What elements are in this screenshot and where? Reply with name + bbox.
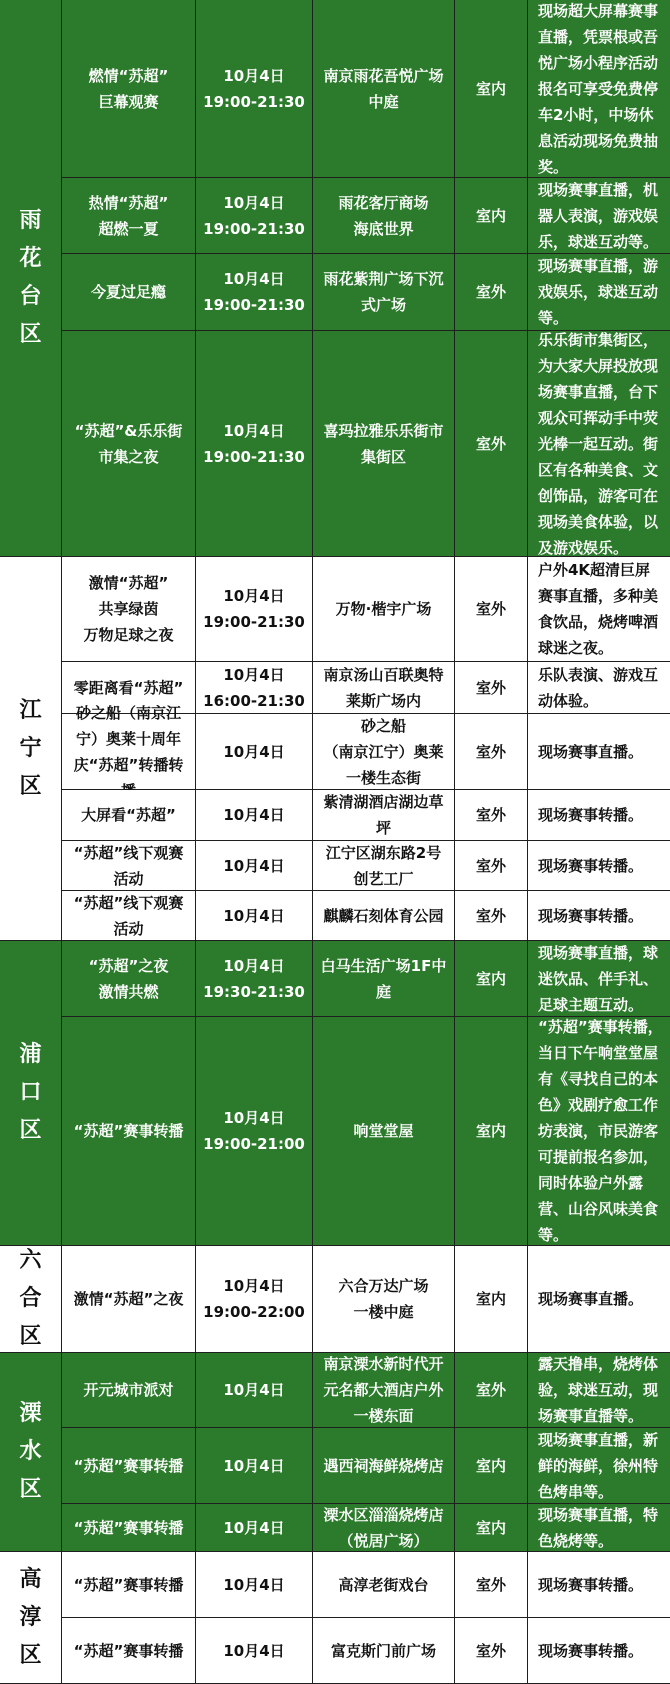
indoor-outdoor-cell: 室内 — [454, 178, 527, 253]
district-name: 浦口区 — [19, 1042, 42, 1143]
event-name-cell: “苏超”&乐乐街市集之夜 — [74, 421, 183, 466]
indoor-outdoor-cell: 室内 — [454, 1246, 527, 1352]
event-venue-cell: 南京雨花吾悦广场 中庭 — [312, 0, 454, 177]
event-date-cell: 10月4日 19:00-21:30 — [195, 178, 312, 253]
event-name-cell: 大屏看“苏超” — [81, 806, 176, 824]
table-row — [62, 1246, 670, 1353]
table-row — [62, 841, 670, 891]
event-venue-cell: 南京溧水新时代开元名都大酒店户外一楼东面 — [312, 1353, 454, 1427]
table-row — [62, 790, 670, 841]
indoor-outdoor-cell: 室外 — [454, 557, 527, 661]
event-name-cell: “苏超”赛事转播 — [73, 1575, 184, 1594]
indoor-outdoor-cell: 室外 — [454, 1552, 527, 1617]
event-date-cell: 10月4日 — [195, 841, 312, 890]
indoor-outdoor-cell: 室外 — [454, 331, 527, 556]
district-cell — [0, 941, 62, 1246]
event-venue-cell: 白马生活广场1F中庭 — [312, 941, 454, 1016]
event-date-cell: 10月4日 19:00-21:30 — [195, 0, 312, 177]
indoor-outdoor-cell: 室外 — [454, 1353, 527, 1427]
event-description-cell: 现场赛事直播，新鲜的海鲜，徐州特色烤串等。 — [527, 1428, 670, 1503]
table-row — [62, 714, 670, 790]
indoor-outdoor-cell: 室外 — [454, 841, 527, 890]
event-name-cell: 热情“苏超” 超燃一夏 — [88, 193, 169, 238]
event-description-cell: 露天撸串，烧烤体验，球迷互动，现场赛事直播等。 — [527, 1353, 670, 1427]
event-name-cell: “苏超”之夜 激情共燃 — [88, 956, 169, 1001]
table-row — [62, 941, 670, 1017]
event-date-cell: 10月4日 — [195, 714, 312, 789]
district-name: 溧水区 — [19, 1401, 42, 1502]
event-venue-cell: 江宁区湖东路2号创艺工厂 — [312, 841, 454, 890]
event-date-cell: 10月4日 16:00-21:30 — [195, 662, 312, 713]
event-venue-cell: 雨花客厅商场 海底世界 — [312, 178, 454, 253]
event-name-cell: “苏超”赛事转播 — [73, 1122, 184, 1140]
table-row — [62, 254, 670, 331]
event-description-cell: 现场赛事直播。 — [527, 1246, 670, 1352]
event-name-cell: 今夏过足瘾 — [90, 283, 166, 301]
event-date-cell: 10月4日 19:00-21:30 — [195, 331, 312, 556]
event-description-cell: 现场赛事直播，特色烧烤等。 — [527, 1504, 670, 1551]
event-name-cell: 激情“苏超” 共享绿茵 万物足球之夜 — [83, 574, 174, 644]
event-name-cell: “苏超”赛事转播 — [73, 1641, 184, 1660]
event-name-cell: “苏超”线下观赛活动 — [73, 843, 184, 888]
district-name: 雨花台区 — [19, 208, 42, 347]
table-row — [62, 178, 670, 254]
table-row — [62, 1353, 670, 1428]
event-description-cell: 现场赛事转播。 — [527, 891, 670, 940]
event-name-cell: 零距离看“苏超” — [73, 678, 184, 697]
event-description-cell: “苏超”赛事转播，当日下午响堂堂屋有《寻找自己的本色》戏剧疗愈工作坊表演，市民游客可提前报名参加，同时体验户外露营、山谷风味美食等。 — [527, 1017, 670, 1245]
table-row — [62, 1017, 670, 1246]
indoor-outdoor-cell: 室内 — [454, 1504, 527, 1551]
event-description-cell: 现场赛事直播，球迷饮品、伴手礼、足球主题互动。 — [527, 941, 670, 1016]
event-date-cell: 10月4日 — [195, 1428, 312, 1503]
event-date-cell: 10月4日 — [195, 891, 312, 940]
event-description-cell: 户外4K超清巨屏赛事直播，多种美食饮品，烧烤啤酒球迷之夜。 — [527, 557, 670, 661]
district-cell — [0, 1552, 62, 1684]
district-cell — [0, 557, 62, 941]
table-row — [62, 891, 670, 941]
event-name-cell: “苏超”线下观赛活动 — [73, 893, 184, 938]
event-venue-cell: 砂之船 （南京江宁）奥莱一楼生态街 — [312, 714, 454, 789]
event-description-cell: 现场赛事转播。 — [527, 1552, 670, 1617]
event-date-cell: 10月4日 19:00-21:30 — [195, 254, 312, 330]
indoor-outdoor-cell: 室内 — [454, 0, 527, 177]
indoor-outdoor-cell: 室外 — [454, 790, 527, 840]
indoor-outdoor-cell: 室外 — [454, 714, 527, 789]
event-description-cell: 现场赛事转播。 — [527, 1618, 670, 1683]
indoor-outdoor-cell: 室外 — [454, 254, 527, 330]
event-name-cell: 燃情“苏超” 巨幕观赛 — [88, 66, 169, 111]
table-row — [62, 1504, 670, 1552]
event-name-cell: 开元城市派对 — [83, 1381, 174, 1399]
event-date-cell: 10月4日 19:00-21:30 — [195, 557, 312, 661]
event-venue-cell: 六合万达广场 一楼中庭 — [312, 1246, 454, 1352]
table-row — [62, 0, 670, 178]
indoor-outdoor-cell: 室内 — [454, 941, 527, 1016]
district-name: 江宁区 — [19, 697, 42, 799]
indoor-outdoor-cell: 室外 — [454, 1618, 527, 1683]
event-date-cell: 10月4日 — [195, 1552, 312, 1617]
event-description-cell: 现场赛事转播。 — [527, 790, 670, 840]
event-description-cell: 现场超大屏幕赛事直播，凭票根或吾悦广场小程序活动报名可享受免费停车2小时，中场休息活动现场免费抽奖。 — [527, 0, 670, 177]
table-row — [62, 331, 670, 557]
event-venue-cell: 紫清湖酒店湖边草坪 — [312, 790, 454, 840]
event-venue-cell: 遇西祠海鲜烧烤店 — [312, 1428, 454, 1503]
event-date-cell: 10月4日 19:00-21:00 — [195, 1017, 312, 1245]
event-date-cell: 10月4日 — [195, 1353, 312, 1427]
district-name: 高淳区 — [19, 1566, 42, 1668]
event-venue-cell: 响堂堂屋 — [312, 1017, 454, 1245]
indoor-outdoor-cell: 室外 — [454, 891, 527, 940]
event-date-cell: 10月4日 19:30-21:30 — [195, 941, 312, 1016]
event-venue-cell: 麒麟石刻体育公园 — [312, 891, 454, 940]
indoor-outdoor-cell: 室内 — [454, 1017, 527, 1245]
event-venue-cell: 富克斯门前广场 — [312, 1618, 454, 1683]
event-date-cell: 10月4日 — [195, 1504, 312, 1551]
event-date-cell: 10月4日 — [195, 1618, 312, 1683]
event-description-cell: 乐队表演、游戏互动体验。 — [527, 662, 670, 713]
table-row — [62, 1552, 670, 1618]
event-description-cell: 现场赛事直播，游戏娱乐，球迷互动等。 — [527, 254, 670, 330]
district-name: 六合区 — [19, 1248, 42, 1349]
event-description-cell: 现场赛事转播。 — [527, 841, 670, 890]
event-description-cell: 乐乐街市集街区，为大家大屏投放现场赛事直播，台下观众可挥动手中荧光棒一起互动。街区有各种美食、文创饰品，游客可在现场美食体验，以及游戏娱乐。 — [527, 331, 670, 556]
event-venue-cell: 雨花紫荆广场下沉式广场 — [312, 254, 454, 330]
event-venue-cell: 高淳老街戏台 — [312, 1552, 454, 1617]
table-row — [62, 557, 670, 662]
event-date-cell: 10月4日 — [195, 790, 312, 840]
indoor-outdoor-cell: 室内 — [454, 1428, 527, 1503]
indoor-outdoor-cell: 室外 — [454, 662, 527, 713]
event-date-cell: 10月4日 19:00-22:00 — [195, 1246, 312, 1352]
district-cell — [0, 1353, 62, 1552]
event-venue-cell: 南京汤山百联奥特莱斯广场内 — [312, 662, 454, 713]
event-name-cell: 宁）奥莱十周年庆“苏超”转播转 — [73, 729, 184, 774]
event-venue-cell: 溧水区淄淄烧烤店（悦居广场） — [312, 1504, 454, 1551]
event-venue-cell: 万物·楷宇广场 — [312, 557, 454, 661]
event-description-cell: 现场赛事直播。 — [527, 714, 670, 789]
table-row — [62, 1618, 670, 1684]
event-description-cell: 现场赛事直播，机器人表演，游戏娱乐，球迷互动等。 — [527, 178, 670, 253]
event-name-cell: 激情“苏超”之夜 — [73, 1290, 184, 1308]
table-row — [62, 1428, 670, 1504]
district-cell — [0, 1246, 62, 1353]
district-cell — [0, 0, 62, 557]
event-name-cell: “苏超”赛事转播 — [73, 1518, 184, 1537]
event-name-cell: “苏超”赛事转播 — [73, 1456, 184, 1475]
event-venue-cell: 喜玛拉雅乐乐街市集街区 — [312, 331, 454, 556]
